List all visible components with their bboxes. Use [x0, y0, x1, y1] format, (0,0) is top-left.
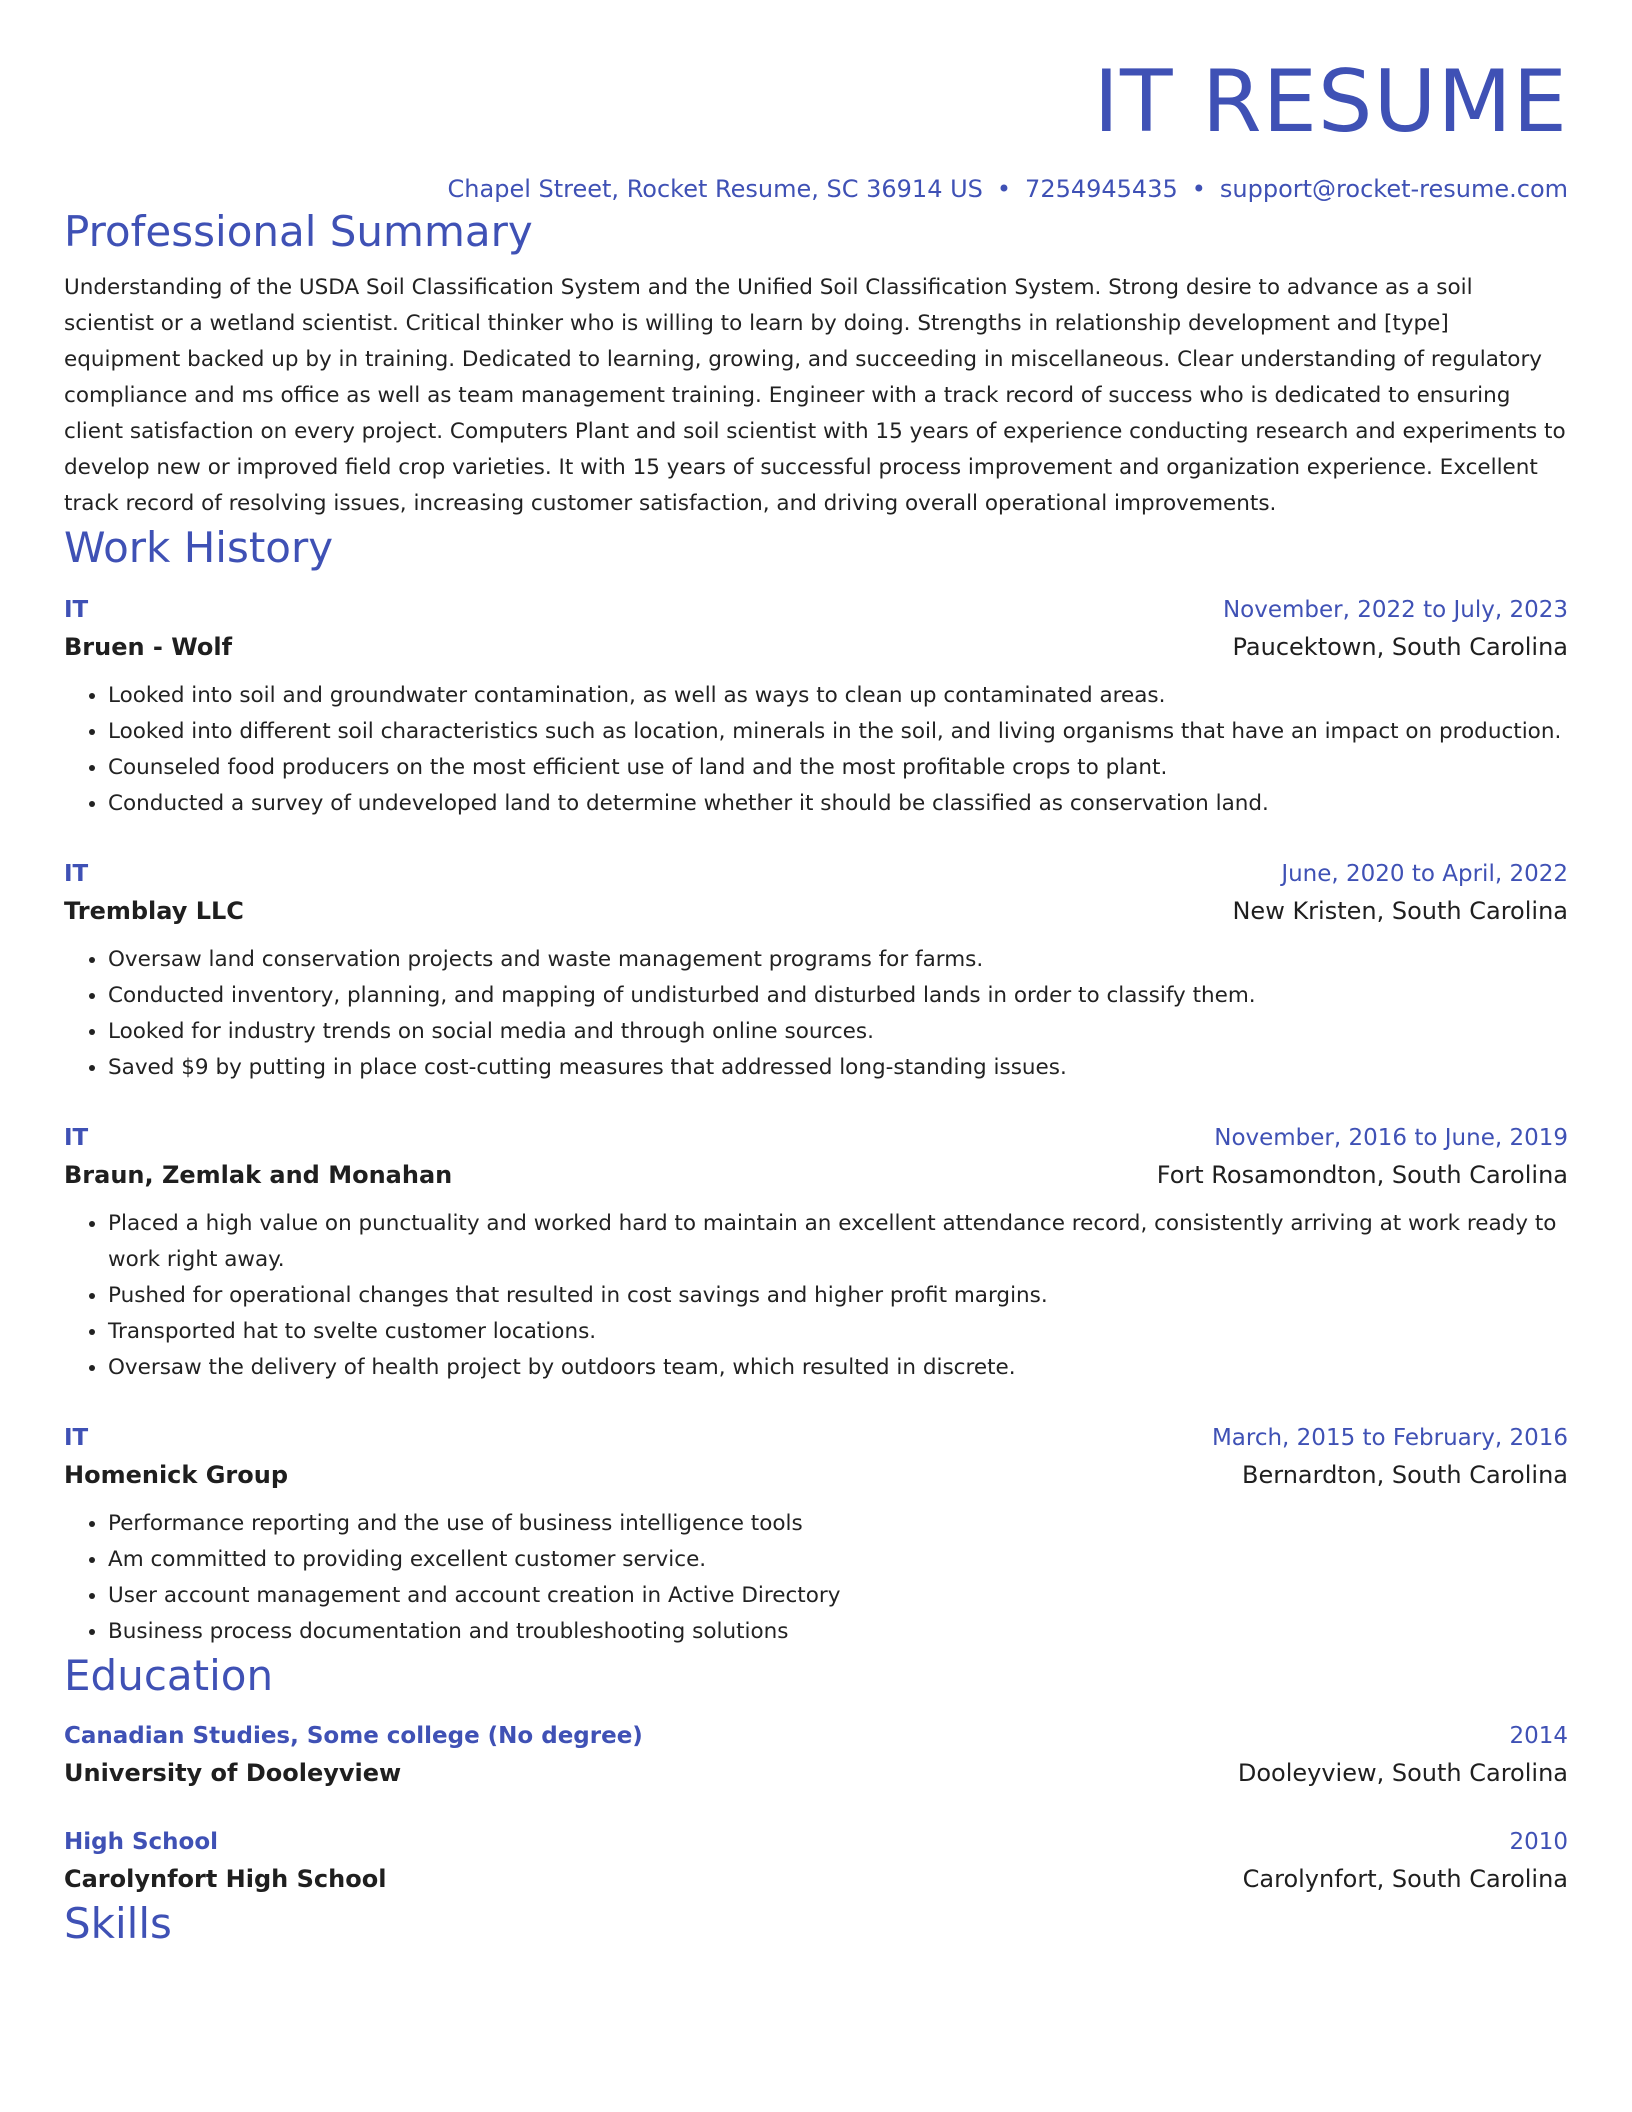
list-item: • Am committed to providing excellent customer service. [108, 1542, 1568, 1578]
skills-heading: Skills [64, 1899, 172, 1948]
job-duties [64, 1506, 1568, 1650]
contact-phone: 7254945435 [1025, 175, 1178, 203]
work-entry [64, 1420, 1568, 1650]
job-duties [64, 942, 1568, 1086]
contact-separator: • [996, 175, 1012, 203]
work-entry [64, 1120, 1568, 1386]
list-item: • Looked for industry trends on social media and through online sources. [108, 1014, 1568, 1050]
list-item: • Looked into soil and groundwater contamination, as well as ways to clean up contaminated areas. [108, 678, 1568, 714]
school-location: Dooleyview, South Carolina [1237, 1759, 1568, 1787]
summary-text: Understanding of the USDA Soil Classification System and the Unified Soil Classification System. Strong desire to advance as a soil scientist or a wetland scientist. Critical thinker who is willing to learn by doing. Strengths in relationship development and [type] equipment backed up by in training. Dedicated to learning, growing, and succeeding in miscellaneous. Clear understanding of regulatory compliance and ms office as well as team management training. Engineer with a track record of success who is dedicated to ensuring client satisfaction on every project. Computers Plant and soil scientist with 15 years of experience conducting research and experiments to develop new or improved field crop varieties. It with 15 years of successful process improvement and organization experience. Excellent track record of resolving issues, increasing customer satisfaction, and driving overall operational improvements. [64, 275, 1566, 516]
education-list [64, 1718, 1568, 1898]
list-item: • Conducted inventory, planning, and mapping of undisturbed and disturbed lands in order to classify them. [108, 978, 1568, 1014]
job-dates: March, 2015 to February, 2016 [1211, 1425, 1568, 1451]
job-duties [64, 678, 1568, 822]
job-duties [64, 1206, 1568, 1386]
list-item: • Counseled food producers on the most efficient use of land and the most profitable crops to plant. [108, 750, 1568, 786]
education-heading: Education [64, 1651, 274, 1700]
job-title: IT [64, 861, 89, 887]
graduation-year: 2010 [1509, 1829, 1568, 1855]
job-title: IT [64, 1125, 89, 1151]
graduation-year: 2014 [1509, 1723, 1568, 1749]
company-name: Braun, Zemlak and Monahan [64, 1161, 453, 1189]
job-title: IT [64, 1425, 89, 1451]
school-name: Carolynfort High School [64, 1865, 387, 1893]
job-dates: November, 2016 to June, 2019 [1214, 1125, 1568, 1151]
list-item: • Placed a high value on punctuality and worked hard to maintain an excellent attendance record, consistently arriving at work ready to work right away. [108, 1206, 1568, 1278]
job-dates: June, 2020 to April, 2022 [1281, 861, 1568, 887]
list-item: • Performance reporting and the use of business intelligence tools [108, 1506, 1568, 1542]
work-history-list [64, 592, 1568, 1650]
contact-separator: • [1191, 175, 1206, 203]
job-dates: November, 2022 to July, 2023 [1222, 597, 1568, 623]
job-location: Bernardton, South Carolina [1242, 1461, 1568, 1489]
company-name: Homenick Group [64, 1461, 289, 1489]
job-location: New Kristen, South Carolina [1232, 897, 1568, 925]
job-title: IT [64, 597, 89, 623]
work-entry [64, 592, 1568, 822]
education-entry [64, 1718, 1568, 1792]
resume-name: IT RESUME [1093, 52, 1568, 152]
contact-email[interactable]: support@rocket-resume.com [1219, 175, 1568, 203]
resume-page [64, 0, 1568, 2112]
resume-header [64, 0, 1568, 206]
work-history-heading: Work History [64, 523, 334, 572]
list-item: • Saved $9 by putting in place cost-cutting measures that addressed long-standing issues. [108, 1050, 1568, 1086]
job-location: Paucektown, South Carolina [1232, 633, 1568, 661]
list-item: • Oversaw the delivery of health project by outdoors team, which resulted in discrete. [108, 1350, 1568, 1386]
list-item: • Conducted a survey of undeveloped land to determine whether it should be classified as conservation land. [108, 786, 1568, 822]
list-item: • Looked into different soil characteristics such as location, minerals in the soil, and living organisms that have an impact on production. [108, 714, 1568, 750]
degree-name: Canadian Studies, Some college (No degree) [64, 1723, 643, 1749]
list-item: • Business process documentation and troubleshooting solutions [108, 1614, 1568, 1650]
list-item: • Oversaw land conservation projects and waste management programs for farms. [108, 942, 1568, 978]
degree-name: High School [64, 1829, 219, 1855]
list-item: • Transported hat to svelte customer locations. [108, 1314, 1568, 1350]
school-name: University of Dooleyview [64, 1759, 402, 1787]
work-entry [64, 856, 1568, 1086]
summary-heading: Professional Summary [64, 207, 533, 256]
list-item: • User account management and account creation in Active Directory [108, 1578, 1568, 1614]
job-location: Fort Rosamondton, South Carolina [1156, 1161, 1568, 1189]
list-item: • Pushed for operational changes that resulted in cost savings and higher profit margins. [108, 1278, 1568, 1314]
school-location: Carolynfort, South Carolina [1242, 1865, 1568, 1893]
contact-address: Chapel Street, Rocket Resume, SC 36914 US [447, 175, 983, 203]
company-name: Tremblay LLC [64, 897, 244, 925]
company-name: Bruen - Wolf [64, 633, 233, 661]
education-entry [64, 1824, 1568, 1898]
contact-line [64, 172, 1568, 206]
